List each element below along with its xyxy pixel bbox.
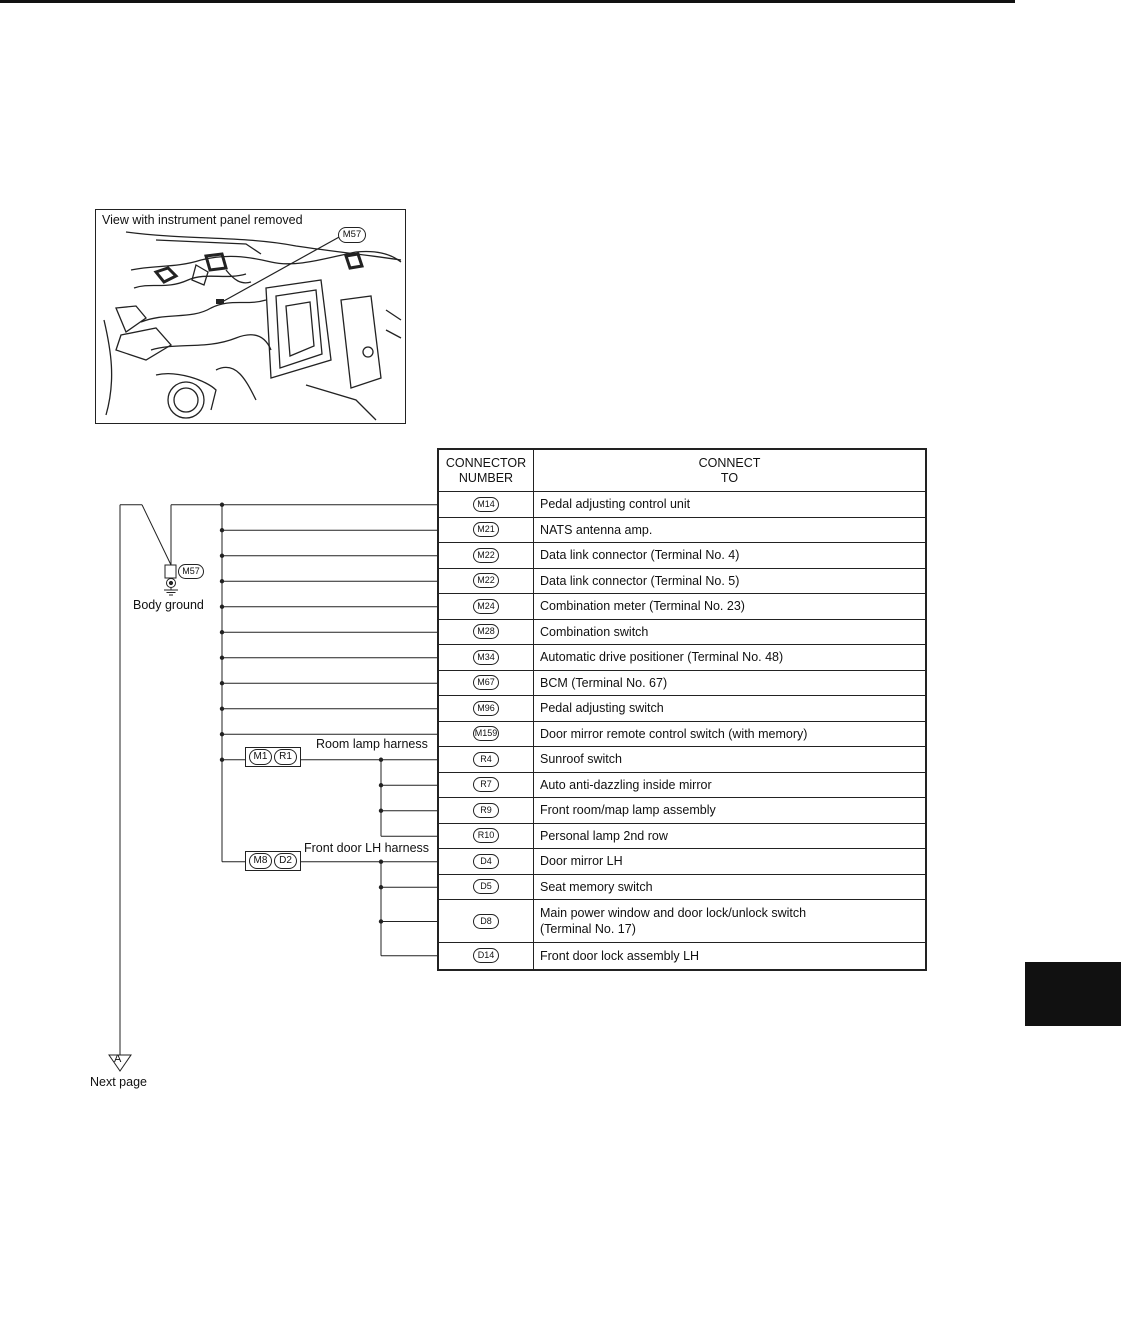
connector-number-cell xyxy=(439,492,534,517)
table-body xyxy=(439,492,925,969)
connector-number-cell xyxy=(439,594,534,619)
connect-to-cell xyxy=(534,645,925,670)
splice-dot xyxy=(220,656,224,660)
harness-connector-left: M8 xyxy=(249,853,272,869)
table-row xyxy=(439,747,925,773)
connect-to-text: NATS antenna amp. xyxy=(540,522,653,537)
table-row xyxy=(439,671,925,697)
connector-number-cell xyxy=(439,671,534,696)
table-row xyxy=(439,824,925,850)
connect-to-text: Personal lamp 2nd row xyxy=(540,828,668,843)
connect-to-text: Combination meter (Terminal No. 23) xyxy=(540,599,745,614)
connect-to-cell xyxy=(534,543,925,568)
connector-badge: M28 xyxy=(473,624,499,639)
table-row xyxy=(439,696,925,722)
connect-to-cell xyxy=(534,492,925,517)
connector-badge: M14 xyxy=(473,497,499,512)
connector-badge: M34 xyxy=(473,650,499,665)
connector-number-cell xyxy=(439,518,534,543)
table-row xyxy=(439,518,925,544)
connector-number-cell xyxy=(439,875,534,900)
connect-to-cell xyxy=(534,696,925,721)
splice-dot xyxy=(220,707,224,711)
connector-badge: R10 xyxy=(473,828,499,843)
connector-badge: D5 xyxy=(473,879,499,894)
connector-number-cell xyxy=(439,773,534,798)
splice-dot xyxy=(379,758,383,762)
connect-to-cell xyxy=(534,943,925,969)
connector-number-cell xyxy=(439,943,534,969)
connect-to-text: Main power window and door lock/unlock switch xyxy=(540,906,807,920)
connect-to-cell xyxy=(534,747,925,772)
connector-number-cell xyxy=(439,798,534,823)
connector-number-cell xyxy=(439,620,534,645)
connect-to-cell xyxy=(534,594,925,619)
connect-to-cell xyxy=(534,849,925,874)
connect-to-text-line2: (Terminal No. 17) xyxy=(540,922,636,936)
connector-number-cell xyxy=(439,696,534,721)
harness-connector-left: M1 xyxy=(249,749,272,765)
connect-to-cell xyxy=(534,824,925,849)
splice-dot xyxy=(220,630,224,634)
table-row xyxy=(439,875,925,901)
splice-dot xyxy=(220,732,224,736)
connector-badge: M22 xyxy=(473,548,499,563)
table-row xyxy=(439,594,925,620)
connect-to-cell xyxy=(534,798,925,823)
splice-dot xyxy=(220,605,224,609)
connect-to-cell xyxy=(534,518,925,543)
connect-to-cell xyxy=(534,900,925,942)
connect-to-text: Sunroof switch xyxy=(540,752,622,767)
connector-badge: D8 xyxy=(473,914,499,929)
connect-to-text: Automatic drive positioner (Terminal No. 48) xyxy=(540,650,784,665)
table-row xyxy=(439,900,925,943)
next-page-letter: A xyxy=(114,1053,122,1065)
photo-connector-tag: M57 xyxy=(338,227,366,243)
table-row xyxy=(439,569,925,595)
connect-to-text: Data link connector (Terminal No. 5) xyxy=(540,573,740,588)
table-row xyxy=(439,943,925,969)
connector-badge: M24 xyxy=(473,599,499,614)
connect-to-text: Pedal adjusting control unit xyxy=(540,497,691,512)
connector-number-cell xyxy=(439,569,534,594)
photo-caption: View with instrument panel removed xyxy=(102,213,303,227)
splice-dot xyxy=(220,681,224,685)
splice-dot xyxy=(220,528,224,532)
table-row xyxy=(439,722,925,748)
connect-to-header: CONNECT TO xyxy=(698,455,761,485)
connect-to-cell xyxy=(534,671,925,696)
table-row xyxy=(439,798,925,824)
splice-dot xyxy=(220,554,224,558)
connector-badge: R7 xyxy=(473,777,499,792)
connector-number-cell xyxy=(439,722,534,747)
connector-number-cell xyxy=(439,747,534,772)
splice-dot xyxy=(379,885,383,889)
connect-to-text: BCM (Terminal No. 67) xyxy=(540,675,668,690)
connect-to-text: Front room/map lamp assembly xyxy=(540,803,716,818)
room-lamp-harness-connector xyxy=(245,747,301,767)
connector-number-cell xyxy=(439,824,534,849)
connector-number-cell xyxy=(439,645,534,670)
harness-connector-right: D2 xyxy=(274,853,297,869)
connect-to-text: Data link connector (Terminal No. 4) xyxy=(540,548,740,563)
room-lamp-harness-label: Room lamp harness xyxy=(316,737,428,751)
table-header xyxy=(439,450,925,492)
body-ground-label: Body ground xyxy=(133,598,204,612)
connector-badge: R4 xyxy=(473,752,499,767)
connect-to-text: Seat memory switch xyxy=(540,879,653,894)
connector-number-cell xyxy=(439,900,534,942)
connect-to-text: Combination switch xyxy=(540,624,649,639)
splice-dot xyxy=(379,860,383,864)
splice-dot xyxy=(379,783,383,787)
connect-to-cell xyxy=(534,875,925,900)
connector-number-cell xyxy=(439,849,534,874)
ground-connector-tag: M57 xyxy=(178,564,204,579)
splice-dot xyxy=(379,809,383,813)
connector-badge: R9 xyxy=(473,803,499,818)
connect-to-cell xyxy=(534,722,925,747)
table-row xyxy=(439,645,925,671)
ground-wire xyxy=(142,505,171,565)
connector-badge: M21 xyxy=(473,522,499,537)
connect-to-text: Door mirror remote control switch (with memory) xyxy=(540,726,808,741)
front-door-harness-label: Front door LH harness xyxy=(304,841,430,855)
table-row xyxy=(439,773,925,799)
harness-connector-right: R1 xyxy=(274,749,297,765)
splice-dot xyxy=(220,579,224,583)
connector-badge: D14 xyxy=(473,948,499,963)
connect-to-text: Auto anti-dazzling inside mirror xyxy=(540,777,712,792)
connect-to-cell xyxy=(534,773,925,798)
connector-number-cell xyxy=(439,543,534,568)
connect-to-text: Front door lock assembly LH xyxy=(540,948,700,963)
connector-number-header: CONNECTOR NUMBER xyxy=(439,450,534,491)
connect-to-cell xyxy=(534,620,925,645)
ground-symbol xyxy=(164,565,178,595)
connector-badge: M22 xyxy=(473,573,499,588)
connect-to-text: Door mirror LH xyxy=(540,854,623,869)
connector-badge: M67 xyxy=(473,675,499,690)
next-page-label: Next page xyxy=(90,1075,147,1089)
connect-to-text: Pedal adjusting switch xyxy=(540,701,664,716)
splice-dot xyxy=(220,758,224,762)
connector-table xyxy=(437,448,927,971)
connector-badge: M159 xyxy=(473,726,499,741)
connector-badge: D4 xyxy=(473,854,499,869)
connector-badge: M96 xyxy=(473,701,499,716)
table-row xyxy=(439,849,925,875)
splice-dot xyxy=(220,503,224,507)
front-door-lh-harness-connector xyxy=(245,851,301,871)
table-row xyxy=(439,620,925,646)
connect-to-cell xyxy=(534,569,925,594)
table-row xyxy=(439,492,925,518)
table-row xyxy=(439,543,925,569)
splice-dot xyxy=(379,919,383,923)
